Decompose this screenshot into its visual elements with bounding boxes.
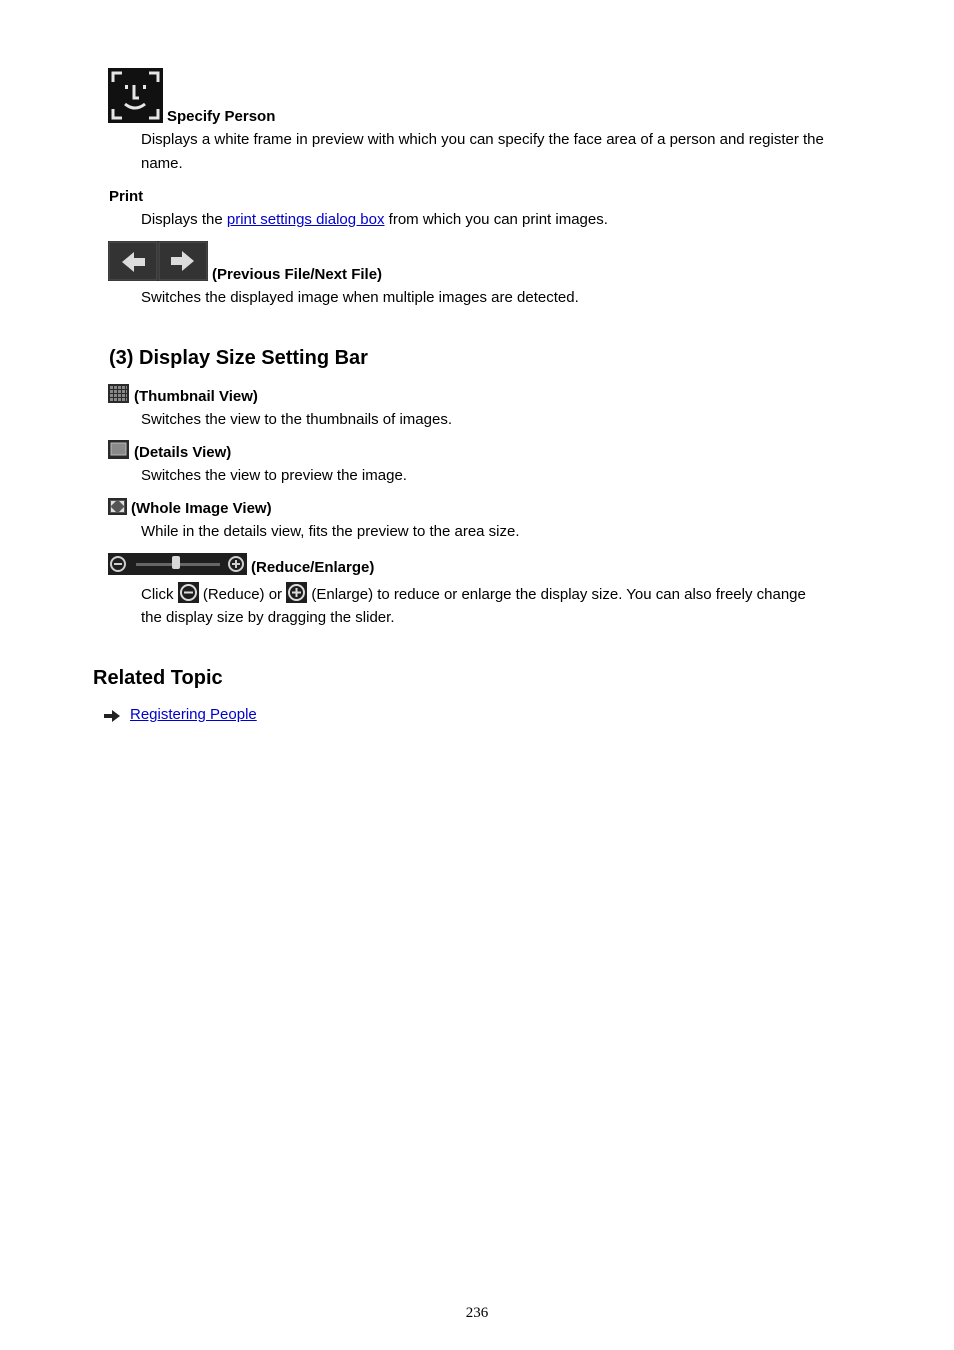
zoom-slider-icon-box <box>108 553 247 575</box>
reduce-enlarge-term: (Reduce/Enlarge) <box>251 559 375 576</box>
print-settings-dialog-link[interactable]: print settings dialog box <box>226 211 385 228</box>
specify-person-description: Displays a white frame in preview with which you can specify the face area of a person and register the name. <box>141 131 824 172</box>
specify-person-icon-box <box>108 68 163 123</box>
print-desc-before: Displays the <box>141 211 227 228</box>
previous-next-icon-box <box>108 241 208 281</box>
thumbnail-icon-box <box>108 384 129 403</box>
whole-image-view-description: While in the details view, fits the preview to the area size. <box>141 523 520 540</box>
specify-person-term: Specify Person <box>167 108 276 125</box>
thumbnail-view-term: (Thumbnail View) <box>134 388 258 405</box>
print-desc-after: from which you can print images. <box>384 211 608 228</box>
related-topic-heading: Related Topic <box>93 667 223 689</box>
face-frame-icon <box>108 68 163 123</box>
details-view-term: (Details View) <box>134 444 232 461</box>
zoom-slider-icon <box>108 553 247 575</box>
reduce-enlarge-reduce-text: (Reduce) or <box>198 586 287 603</box>
details-view-description: Switches the view to preview the image. <box>141 467 407 484</box>
reduce-enlarge-click: Click <box>141 586 178 603</box>
print-description <box>141 208 608 232</box>
enlarge-icon <box>286 582 307 603</box>
registering-people-link[interactable]: Registering People <box>130 706 257 723</box>
section-3-heading: (3) Display Size Setting Bar <box>109 347 368 369</box>
reduce-enlarge-description-line2: the display size by dragging the slider. <box>141 609 395 626</box>
print-term: Print <box>109 188 144 205</box>
previous-next-term: (Previous File/Next File) <box>212 266 383 283</box>
previous-next-description: Switches the displayed image when multiple images are detected. <box>141 289 579 306</box>
thumbnail-view-description: Switches the view to the thumbnails of images. <box>141 411 452 428</box>
whole-image-icon-box <box>108 498 127 515</box>
whole-image-view-term: (Whole Image View) <box>131 500 272 517</box>
thumbnail-grid-icon <box>108 384 129 403</box>
reduce-enlarge-enlarge-text: (Enlarge) to reduce or enlarge the display size. You can also freely change <box>307 586 806 603</box>
details-view-icon <box>108 440 129 459</box>
reduce-icon <box>178 582 199 603</box>
right-arrow-icon <box>104 710 120 722</box>
details-icon-box <box>108 440 129 459</box>
page-number: 236 <box>465 1305 489 1321</box>
reduce-enlarge-description <box>141 582 806 607</box>
previous-next-arrows-icon <box>108 241 208 281</box>
whole-image-view-icon <box>108 498 127 515</box>
